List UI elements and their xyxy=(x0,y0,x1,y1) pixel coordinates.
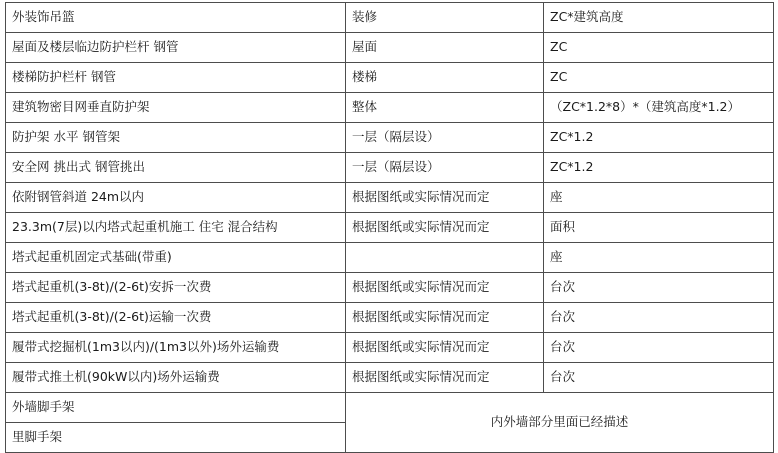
cell-formula: ZC xyxy=(544,63,774,93)
cell-formula: 台次 xyxy=(544,303,774,333)
cell-formula: ZC*建筑高度 xyxy=(544,3,774,33)
cell-location: 根据图纸或实际情况而定 xyxy=(346,333,544,363)
cell-description: 防护架 水平 钢管架 xyxy=(6,123,346,153)
cell-formula: 座 xyxy=(544,183,774,213)
cell-description: 塔式起重机(3-8t)/(2-6t)运输一次费 xyxy=(6,303,346,333)
cell-formula: ZC*1.2 xyxy=(544,123,774,153)
table-row xyxy=(6,63,774,93)
cell-description: 里脚手架 xyxy=(6,423,346,453)
cell-location: 装修 xyxy=(346,3,544,33)
cell-location: 楼梯 xyxy=(346,63,544,93)
table-row xyxy=(6,213,774,243)
table-row xyxy=(6,273,774,303)
cell-description: 塔式起重机固定式基础(带重) xyxy=(6,243,346,273)
cell-description: 建筑物密目网垂直防护架 xyxy=(6,93,346,123)
table-row xyxy=(6,363,774,393)
cell-description: 安全网 挑出式 钢管挑出 xyxy=(6,153,346,183)
cell-formula: ZC*1.2 xyxy=(544,153,774,183)
cell-formula: 面积 xyxy=(544,213,774,243)
cell-description: 塔式起重机(3-8t)/(2-6t)安拆一次费 xyxy=(6,273,346,303)
cell-location xyxy=(346,243,544,273)
table-row xyxy=(6,153,774,183)
cell-description: 外墙脚手架 xyxy=(6,393,346,423)
table-row xyxy=(6,243,774,273)
cell-description: 履带式挖掘机(1m3以内)/(1m3以外)场外运输费 xyxy=(6,333,346,363)
table-row xyxy=(6,3,774,33)
cell-formula: 台次 xyxy=(544,363,774,393)
cell-formula: 台次 xyxy=(544,273,774,303)
cell-location: 根据图纸或实际情况而定 xyxy=(346,183,544,213)
table-row xyxy=(6,303,774,333)
table-row xyxy=(6,93,774,123)
cell-location: 根据图纸或实际情况而定 xyxy=(346,213,544,243)
cell-location: 根据图纸或实际情况而定 xyxy=(346,273,544,303)
cell-description: 23.3m(7层)以内塔式起重机施工 住宅 混合结构 xyxy=(6,213,346,243)
cell-description: 外装饰吊篮 xyxy=(6,3,346,33)
cell-location: 根据图纸或实际情况而定 xyxy=(346,303,544,333)
cell-description: 屋面及楼层临边防护栏杆 钢管 xyxy=(6,33,346,63)
table-body xyxy=(6,3,774,453)
table-row xyxy=(6,33,774,63)
cell-location: 屋面 xyxy=(346,33,544,63)
table-row xyxy=(6,183,774,213)
cell-description: 履带式推土机(90kW以内)场外运输费 xyxy=(6,363,346,393)
cell-formula: 台次 xyxy=(544,333,774,363)
measure-items-table xyxy=(5,2,774,453)
cell-formula: ZC xyxy=(544,33,774,63)
table-row xyxy=(6,333,774,363)
cell-description: 依附钢管斜道 24m以内 xyxy=(6,183,346,213)
cell-location: 整体 xyxy=(346,93,544,123)
cell-location: 根据图纸或实际情况而定 xyxy=(346,363,544,393)
cell-location: 一层（隔层设） xyxy=(346,123,544,153)
cell-description: 楼梯防护栏杆 钢管 xyxy=(6,63,346,93)
cell-formula: （ZC*1.2*8）*（建筑高度*1.2） xyxy=(544,93,774,123)
table-row xyxy=(6,123,774,153)
table-row-footer xyxy=(6,393,774,423)
document-page xyxy=(0,2,778,448)
cell-merged-note: 内外墙部分里面已经描述 xyxy=(346,393,774,453)
cell-location: 一层（隔层设） xyxy=(346,153,544,183)
cell-formula: 座 xyxy=(544,243,774,273)
